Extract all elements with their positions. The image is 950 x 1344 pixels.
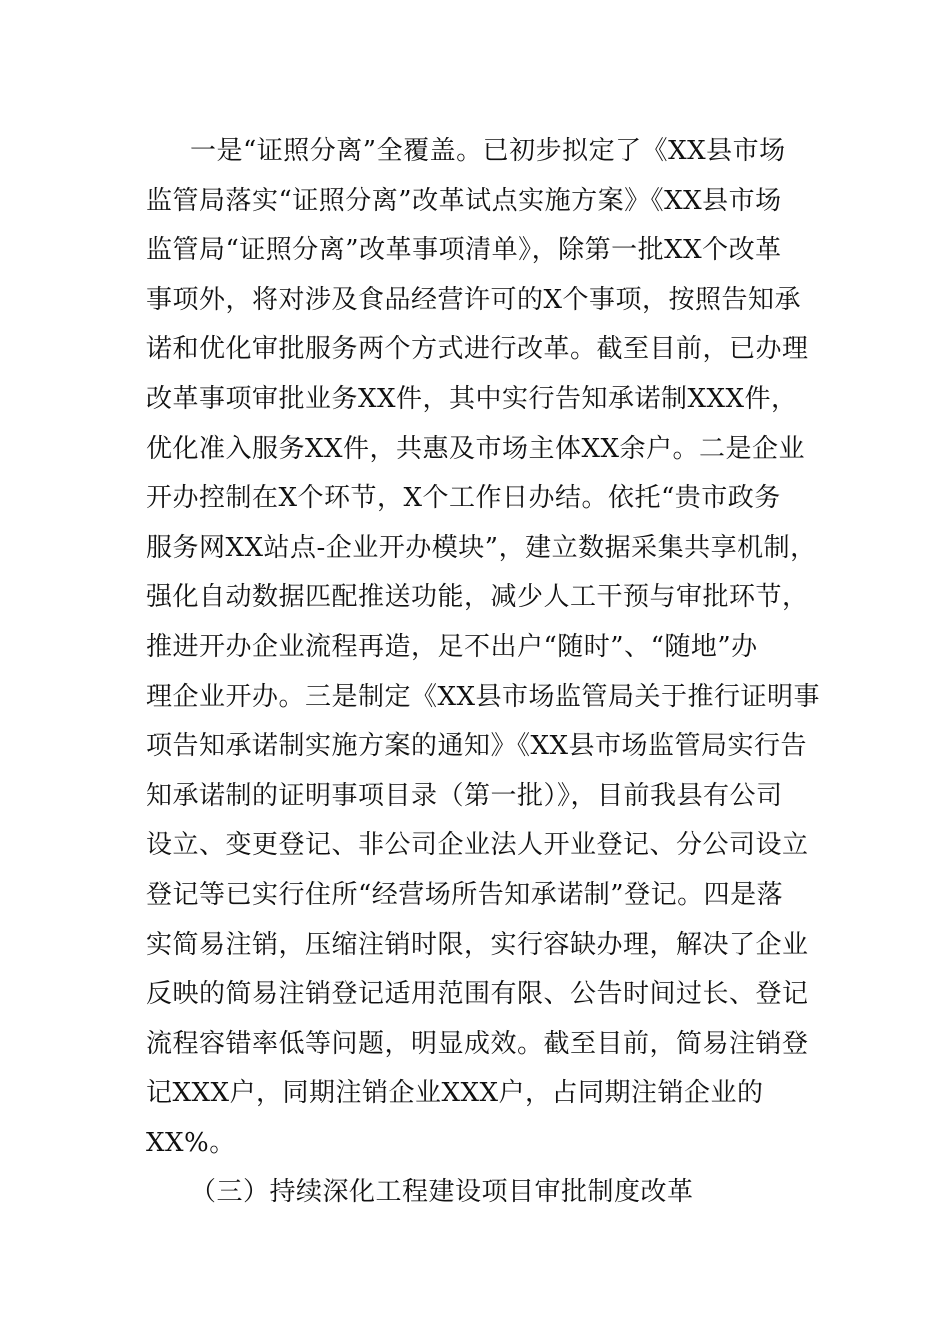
- section-heading: （三）持续深化工程建设项目审批制度改革: [190, 1177, 694, 1208]
- paragraph-line: 记XXX户，同期注销企业XXX户，占同期注销企业的: [146, 1078, 764, 1109]
- paragraph-line: 登记等已实行住所“经营场所告知承诺制”登记。四是落: [146, 879, 784, 910]
- paragraph-line: 改革事项审批业务XX件，其中实行告知承诺制XXX件，: [146, 383, 798, 414]
- paragraph-line: 诺和优化审批服务两个方式进行改革。截至目前，已办理: [146, 334, 809, 365]
- paragraph-line: 一是“证照分离”全覆盖。已初步拟定了《XX县市场: [190, 136, 786, 166]
- paragraph-line: 知承诺制的证明事项目录（第一批）》，目前我县有公司: [146, 780, 783, 811]
- document-body: [146, 127, 826, 1218]
- paragraph-line: 监管局“证照分离”改革事项清单》，除第一批XX个改革: [146, 235, 782, 266]
- paragraph-line: XX%。: [146, 1127, 236, 1158]
- paragraph-line: 强化自动数据匹配推送功能，减少人工干预与审批环节，: [146, 582, 809, 613]
- paragraph-line: 服务网XX站点-企业开办模块”，建立数据采集共享机制，: [146, 532, 817, 563]
- paragraph-line: 理企业开办。三是制定《XX县市场监管局关于推行证明事: [146, 681, 821, 712]
- paragraph-line: 反映的简易注销登记适用范围有限、公告时间过长、登记: [146, 979, 809, 1010]
- paragraph-line: 设立、变更登记、非公司企业法人开业登记、分公司设立: [146, 830, 809, 861]
- paragraph-line: 实简易注销，压缩注销时限，实行容缺办理，解决了企业: [146, 929, 809, 960]
- paragraph-line: 优化准入服务XX件，共惠及市场主体XX余户。二是企业: [146, 433, 806, 464]
- paragraph-line: 流程容错率低等问题，明显成效。截至目前，简易注销登: [146, 1028, 809, 1059]
- paragraph-line: 开办控制在X个环节，X个工作日办结。依托“贵市政务: [146, 483, 781, 514]
- paragraph-line: 监管局落实“证照分离”改革试点实施方案》《XX县市场: [146, 185, 782, 216]
- paragraph-line: 推进开办企业流程再造，足不出户“随时”、“随地”办: [146, 631, 758, 662]
- paragraph-line: 事项外，将对涉及食品经营许可的X个事项，按照告知承: [146, 284, 802, 315]
- paragraph-line: 项告知承诺制实施方案的通知》《XX县市场监管局实行告: [146, 731, 808, 762]
